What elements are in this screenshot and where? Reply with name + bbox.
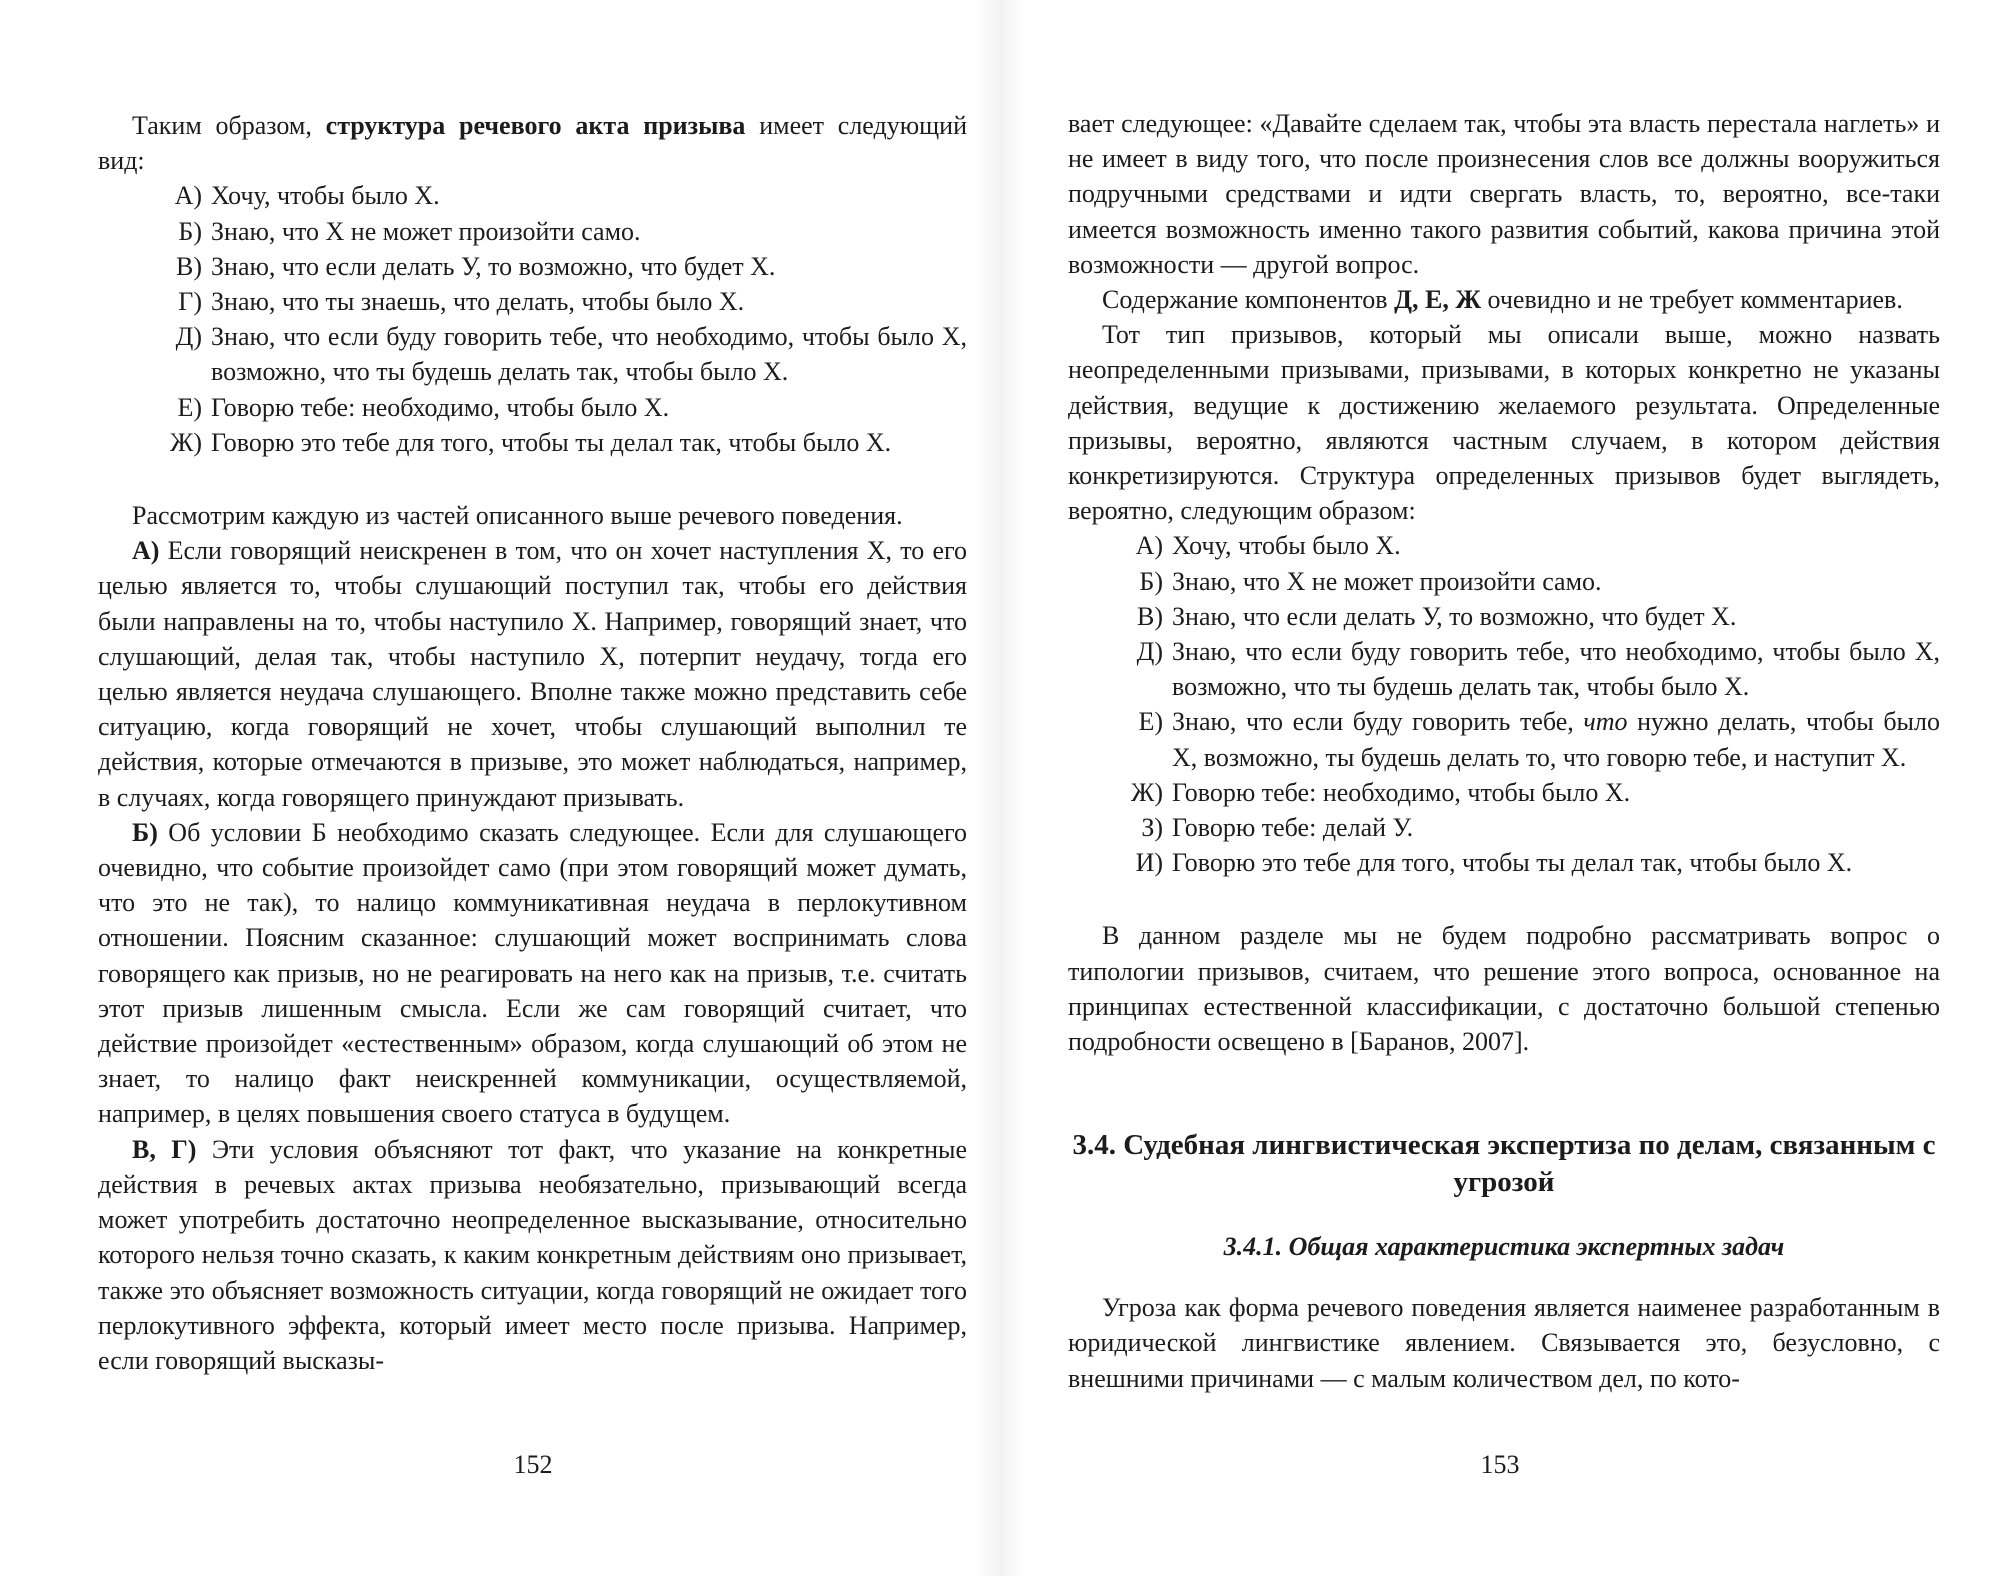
list-text: [1172, 704, 1940, 774]
list-item: [1068, 599, 1940, 634]
list-text: Говорю тебе: делай У.: [1172, 813, 1414, 843]
list-text: Говорю тебе: необходимо, чтобы было X.: [1172, 777, 1631, 807]
section-note-paragraph: В данном разделе мы не будем подробно рассматривать вопрос о типологии призывов, считаем, что решение этого вопроса, основанное на принципах естественной классификации, с достаточно большой степенью подробности освещено в [Баранов, 2007].: [1068, 921, 1940, 1057]
condition-b-paragraph: [98, 815, 967, 1132]
list-text-part: Знаю, что если буду говорить тебе,: [1172, 707, 1584, 737]
list-marker: Д): [175, 322, 202, 352]
condition-label: А): [132, 536, 160, 566]
condition-a-paragraph: [98, 533, 967, 815]
list-item: [98, 390, 967, 425]
list-marker: А): [1135, 531, 1163, 561]
list-text: Знаю, что если буду говорить тебе, что необходимо, чтобы было X, возможно, что ты будешь делать так, чтобы было X.: [1172, 637, 1940, 702]
list-marker: Г): [178, 287, 202, 317]
condition-text: Если говорящий неискренен в том, что он хочет наступления X, то его целью является то, чтобы слушающий поступил так, чтобы его действия были направлены на то, чтобы наступило X. Например, говорящий знает, что слушающий, делая так, чтобы наступило X, потерпит неудачу, тогда его целью является неудача слушающего. Вполне также можно представить себе ситуацию, когда говорящий не хочет, чтобы слушающий выполнил те действия, которые отмечаются в призыве, это может наблюдаться, например, в случаях, когда говорящего принуждают призывать.: [98, 536, 967, 812]
threat-paragraph: Угроза как форма речевого поведения является наименее разработанным в юридической лингвистике явлением. Связывается это, безусловно, с внешними причинами — с малым количеством дел, по кото-: [1068, 1293, 1940, 1393]
list-text: Хочу, чтобы было X.: [1172, 531, 1401, 561]
list-text: Знаю, что X не может произойти само.: [1172, 566, 1602, 596]
list-text: Говорю это тебе для того, чтобы ты делал так, чтобы было X.: [211, 427, 892, 457]
list-marker: В): [1137, 601, 1163, 631]
list-text: Говорю тебе: необходимо, чтобы было X.: [211, 392, 670, 422]
intro-text: Таким образом,: [132, 111, 326, 140]
list-text-italic: что: [1583, 707, 1628, 737]
components-bold-term: Д, Е, Ж: [1394, 285, 1482, 315]
list-text-part: нужно делать, чтобы было X, возможно, ты будешь делать то, что говорю тебе, и наступит X.: [1172, 707, 1940, 772]
list-item: [98, 178, 967, 213]
components-text: Содержание компонентов: [1102, 285, 1395, 315]
continued-paragraph: вает следующее: «Давайте сделаем так, чтобы эта власть перестала наглеть» и не имеет в виду того, что после произнесения слов все должны вооружиться подручными средствами и идти свергать власть, то, вероятно, все-таки имеется возможность именно такого развития событий, какова причина этой возможности — другой вопрос.: [1068, 109, 1940, 279]
list-item: [1068, 704, 1940, 774]
list-text: Знаю, что X не может произойти само.: [211, 216, 641, 246]
list-marker: Е): [1138, 707, 1163, 737]
components-paragraph: [1068, 282, 1940, 317]
condition-vg-paragraph: [98, 1132, 967, 1378]
list-marker: Ж): [1131, 777, 1163, 807]
list-text: Хочу, чтобы было X.: [211, 181, 440, 211]
list-text: Знаю, что если буду говорить тебе, что необходимо, чтобы было X, возможно, что ты будешь делать так, чтобы было X.: [211, 322, 967, 387]
page-number: 152: [513, 1450, 553, 1479]
list-text: Знаю, что если делать У, то возможно, что будет X.: [1172, 601, 1737, 631]
condition-label: В, Г): [132, 1134, 197, 1164]
type-paragraph: Тот тип призывов, который мы описали выше, можно назвать неопределенными призывами, призывами, в которых конкретно не указаны действия, ведущие к достижению желаемого результата. Определенные призывы, вероятно, являются частным случаем, в котором действия конкретизируются. Структура определенных призывов будет выглядеть, вероятно, следующим образом:: [1068, 320, 1940, 526]
consider-paragraph: Рассмотрим каждую из частей описанного выше речевого поведения.: [132, 501, 903, 531]
subsection-heading: 3.4.1. Общая характеристика экспертных задач: [1223, 1232, 1785, 1262]
components-text-end: очевидно и не требует комментариев.: [1481, 285, 1903, 315]
list-marker: Д): [1136, 637, 1163, 667]
section-heading: 3.4. Судебная лингвистическая экспертиза по делам, связанным с угрозой: [1072, 1129, 1936, 1199]
paragraph-gap: [1068, 880, 1940, 918]
structure-list: [98, 178, 967, 460]
page-number: 153: [1480, 1450, 1520, 1479]
list-marker: Е): [177, 392, 202, 422]
list-item: [1068, 810, 1940, 845]
list-item: [98, 284, 967, 319]
definite-structure-list: [1068, 528, 1940, 880]
list-item: [1068, 634, 1940, 704]
list-marker: Ж): [170, 427, 202, 457]
condition-text: Эти условия объясняют тот факт, что указание на конкретные действия в речевых актах призыва необязательно, призывающий всегда может употребить достаточно неопределенное высказывание, относительно которого нельзя точно сказать, к каким конкретным действиям оно призывает, также это объясняет возможность ситуации, когда говорящий не ожидает того перлокутивного эффекта, который имеет место после призыва. Например, если говорящий высказы-: [98, 1134, 967, 1375]
list-item: [1068, 845, 1940, 880]
list-item: [98, 249, 967, 284]
condition-text: Об условии Б необходимо сказать следующее. Если для слушающего очевидно, что событие произойдет само (при этом говорящий может думать, что это не так), то налицо коммуникативная неудача в перлокутивном отношении. Поясним сказанное: слушающий может воспринимать слова говорящего как призыв, но не реагировать на него как на призыв, т.е. считать этот призыв лишенным смысла. Если же сам говорящий считает, что действие произойдет «естественным» образом, когда слушающий об этом не знает, то налицо факт неискренней коммуникации, осуществляемой, например, в целях повышения своего статуса в будущем.: [98, 817, 967, 1129]
intro-text-end: имеет следующий вид:: [98, 111, 967, 176]
list-marker: Б): [1139, 566, 1163, 596]
list-text: Знаю, что если делать У, то возможно, что будет X.: [211, 251, 776, 281]
intro-bold-term: структура речевого акта призыва: [325, 111, 746, 140]
condition-label: Б): [132, 817, 158, 847]
paragraph-gap: [98, 460, 967, 498]
list-marker: А): [174, 181, 202, 211]
right-page: [1000, 0, 2000, 1576]
list-marker: И): [1135, 848, 1163, 878]
list-item: [1068, 564, 1940, 599]
list-item: [98, 319, 967, 389]
list-marker: В): [176, 251, 202, 281]
list-text: Говорю это тебе для того, чтобы ты делал так, чтобы было X.: [1172, 848, 1853, 878]
list-item: [1068, 775, 1940, 810]
intro-paragraph: [98, 108, 967, 178]
list-text: Знаю, что ты знаешь, что делать, чтобы было X.: [211, 287, 745, 317]
list-marker: Б): [178, 216, 202, 246]
list-item: [98, 214, 967, 249]
list-marker: З): [1141, 813, 1163, 843]
list-item: [98, 425, 967, 460]
list-item: [1068, 528, 1940, 563]
